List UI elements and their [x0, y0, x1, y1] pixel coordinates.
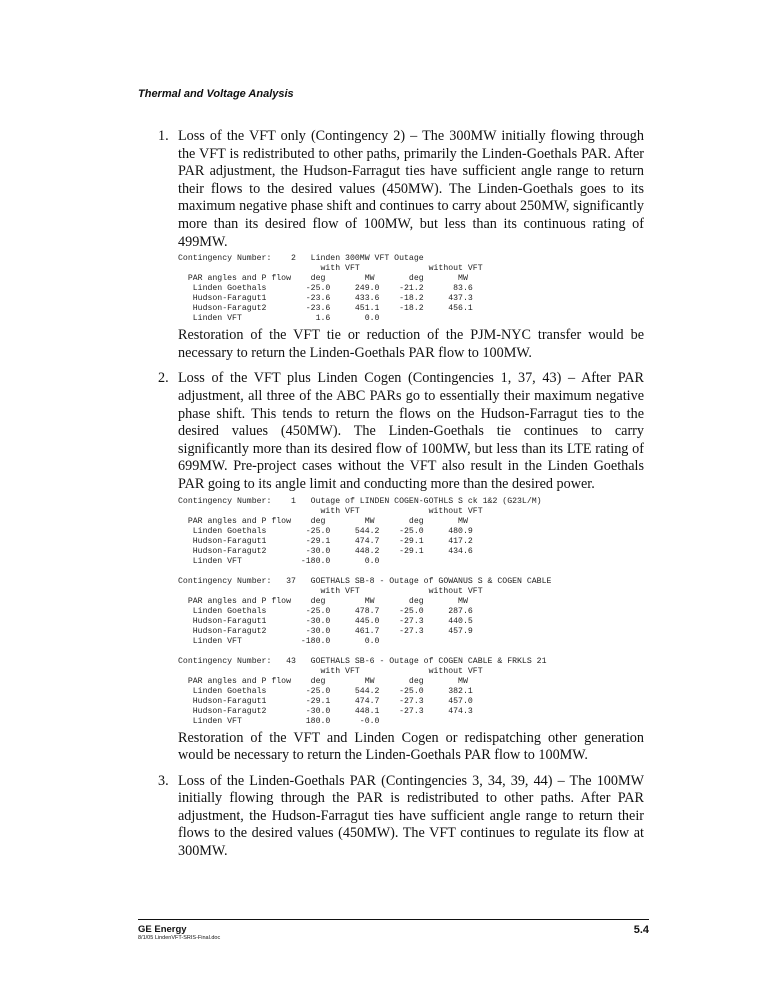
footer-company: GE Energy: [138, 924, 187, 935]
item-number: 3.: [158, 772, 169, 789]
item-body: [178, 370, 644, 764]
table-line: PAR angles and P flow deg MW deg MW: [178, 274, 468, 284]
table-line: Linden VFT -180.0 0.0: [178, 556, 380, 566]
table-line: with VFT without VFT: [178, 586, 483, 596]
table-line: with VFT without VFT: [178, 264, 483, 274]
item-body: [178, 128, 644, 362]
table-line: PAR angles and P flow deg MW deg MW: [178, 596, 468, 606]
table-line: PAR angles and P flow deg MW deg MW: [178, 516, 468, 526]
contingency-table: [178, 497, 644, 567]
table-line: Contingency Number: 37 GOETHALS SB-8 - Outage of GOWANUS S & COGEN CABLE: [178, 576, 552, 586]
item-followup-text: Restoration of the VFT and Linden Cogen or redispatching other generation would be necessary to return the Linden-Goethals PAR flow to 100MW.: [178, 729, 644, 764]
section-header: Thermal and Voltage Analysis: [138, 88, 294, 100]
item-followup-text: Restoration of the VFT tie or reduction of the PJM-NYC transfer would be necessary to return the Linden-Goethals PAR flow to 100MW.: [178, 327, 644, 361]
table-line: with VFT without VFT: [178, 506, 483, 516]
footer-divider: [138, 919, 649, 920]
table-line: with VFT without VFT: [178, 666, 483, 676]
footer: [138, 924, 220, 941]
table-line: Contingency Number: 43 GOETHALS SB-6 - Outage of COGEN CABLE & FRKLS 21: [178, 656, 547, 666]
page-number: 5.4: [633, 924, 649, 936]
item-body: [178, 773, 644, 861]
table-line: Contingency Number: 2 Linden 300MW VFT Outage: [178, 254, 424, 264]
table-line: Hudson-Faragut1 -29.1 474.7 -27.3 457.0: [178, 696, 473, 706]
item-text: Loss of the VFT only (Contingency 2) – The 300MW initially flowing through the VFT is redistributed to other paths, primarily the Linden-Goethals PAR. After PAR adjustment, the Hudson-Farragut ties have sufficient angle range to return their flows to the desired values (450MW). The Linden-Goethals goes to its maximum negative phase shift and continues to carry about 250MW, significantly more than its desired flow of 100MW, but less than its continuous rating of 499MW.: [178, 128, 644, 250]
item-text: Loss of the VFT plus Linden Cogen (Contingencies 1, 37, 43) – After PAR adjustment, all three of the ABC PARs go to essentially their maximum negative phase shift. This tends to return the flows on the Hudson-Farragut ties to the desired values (450MW). The Linden-Goethals tie continues to carry significantly more than its desired flow of 100MW, but less than its LTE rating of 699MW. Pre-project cases without the VFT also result in the Linden Goethals PAR going to its angle limit and conducting more than the desired power.: [178, 370, 644, 492]
list-item-1: [158, 128, 644, 362]
table-line: Linden VFT -180.0 0.0: [178, 636, 380, 646]
item-text: Loss of the Linden-Goethals PAR (Contingencies 3, 34, 39, 44) – The 100MW initially flowing through the PAR is redistributed to other paths. After PAR adjustment, the Hudson-Farragut ties have sufficient angle range to return their flows to the desired values (450MW). The VFT continues to regulate its flow at 300MW.: [178, 772, 644, 860]
table-line: Linden VFT 180.0 -0.0: [178, 716, 380, 726]
table-line: Hudson-Faragut1 -23.6 433.6 -18.2 437.3: [178, 294, 473, 304]
list-item-2: [158, 370, 644, 764]
table-line: Hudson-Faragut1 -29.1 474.7 -29.1 417.2: [178, 536, 473, 546]
table-line: Linden Goethals -25.0 249.0 -21.2 83.6: [178, 284, 473, 294]
table-line: Hudson-Faragut2 -30.0 461.7 -27.3 457.9: [178, 626, 473, 636]
document-body: [158, 128, 644, 869]
table-line: Hudson-Faragut2 -30.0 448.1 -27.3 474.3: [178, 706, 473, 716]
table-line: Linden Goethals -25.0 544.2 -25.0 382.1: [178, 686, 473, 696]
table-line: Linden VFT 1.6 0.0: [178, 314, 380, 324]
item-number: 1.: [158, 128, 169, 144]
table-line: Hudson-Faragut2 -23.6 451.1 -18.2 456.1: [178, 304, 473, 314]
table-line: Hudson-Faragut1 -30.0 445.0 -27.3 440.5: [178, 616, 473, 626]
table-line: Linden Goethals -25.0 544.2 -25.0 480.9: [178, 526, 473, 536]
table-line: Linden Goethals -25.0 478.7 -25.0 287.6: [178, 606, 473, 616]
table-line: PAR angles and P flow deg MW deg MW: [178, 676, 468, 686]
table-line: Contingency Number: 1 Outage of LINDEN COGEN-GOTHLS S ck 1&2 (G23L/M): [178, 496, 542, 506]
list-item-3: [158, 773, 644, 861]
footer-doc-name: 8/1/05 LindenVFT-SRIS-Final.doc: [138, 935, 221, 941]
contingency-table: [178, 657, 644, 727]
item-number: 2.: [158, 370, 169, 387]
contingency-table: [178, 254, 644, 324]
table-line: Hudson-Faragut2 -30.0 448.2 -29.1 434.6: [178, 546, 473, 556]
contingency-table: [178, 577, 644, 647]
